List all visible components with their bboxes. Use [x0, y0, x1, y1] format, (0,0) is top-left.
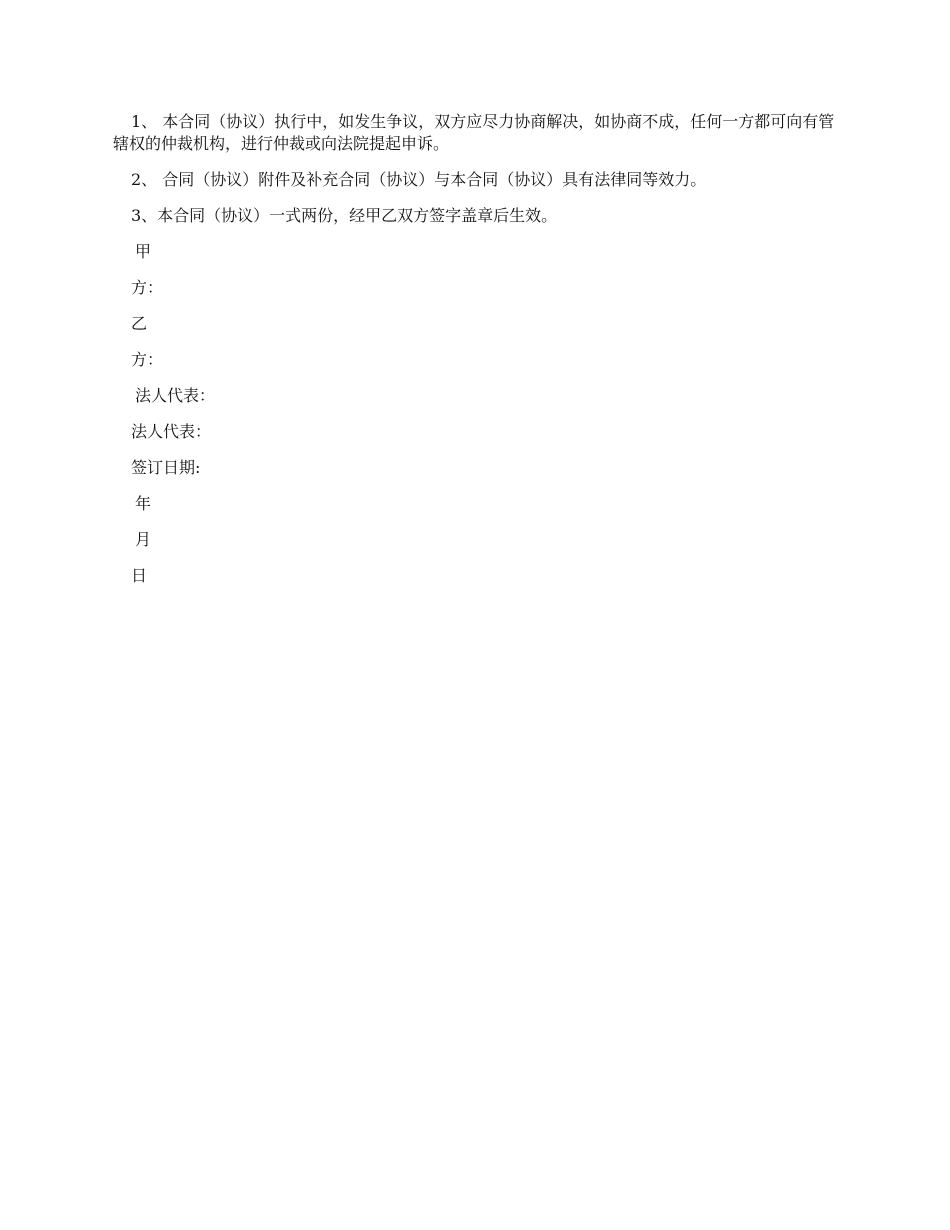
party-a-label-char2: 方： — [131, 278, 164, 297]
clause-3: 3、本合同（协议）一式两份，经甲乙双方签字盖章后生效。 — [131, 206, 558, 225]
year-label: 年 — [135, 494, 152, 513]
party-b-label-char1: 乙 — [131, 314, 148, 333]
day-label: 日 — [131, 566, 148, 585]
clause-1: 1、 本合同（协议）执行中，如发生争议，双方应尽力协商解决，如协商不成，任何一方都可向有管辖权的仲裁机构，进行仲裁或向法院提起申诉。 — [113, 112, 835, 153]
clause-2: 2、 合同（协议）附件及补充合同（协议）与本合同（协议）具有法律同等效力。 — [131, 170, 707, 189]
month-label: 月 — [135, 530, 152, 549]
legal-rep-a-label: 法人代表： — [135, 386, 216, 405]
signature-block — [113, 241, 838, 601]
party-a-label-char1: 甲 — [135, 242, 152, 261]
sign-date-label: 签订日期: — [131, 458, 201, 477]
contract-body — [113, 111, 838, 601]
legal-rep-b-label: 法人代表： — [131, 422, 212, 441]
party-b-label-char2: 方： — [131, 350, 164, 369]
